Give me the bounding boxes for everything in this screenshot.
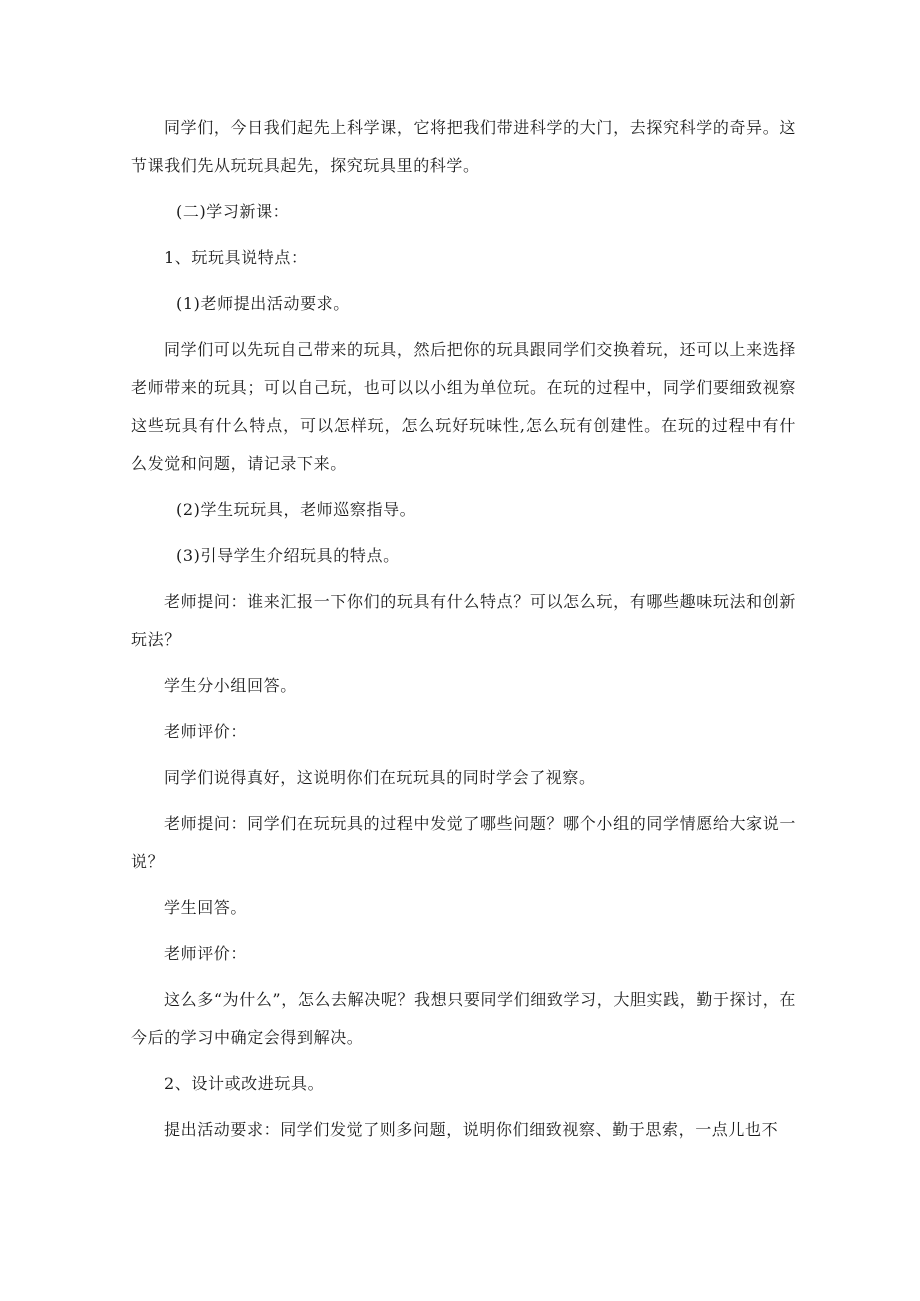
substep-requirements: (1)老师提出活动要求。 [176,294,350,313]
paragraph-activity: 同学们可以先玩自己带来的玩具，然后把你的玩具跟同学们交换着玩，还可以上来选择老师带来的玩具；可以自己玩，也可以以小组为单位玩。在玩的过程中，同学们要细致视察这些玩具有什么特点，可以怎样玩，怎么玩好玩味性,怎么玩有创建性。在玩的过程中有什么发觉和问题，请记录下来。 [131,340,796,473]
document-body [131,109,796,1157]
substep-students-play: (2)学生玩玩具，老师巡察指导。 [176,500,417,519]
teacher-evaluation-2: 老师评价： [164,944,248,963]
teacher-evaluation-1: 老师评价： [164,722,248,741]
substep-introduce-features: (3)引导学生介绍玩具的特点。 [176,546,400,565]
teacher-question-1: 老师提问：谁来汇报一下你们的玩具有什么特点？可以怎么玩，有哪些趣味玩法和创新玩法？ [131,592,796,649]
step-heading-design-toys: 2、设计或改进玩具。 [164,1074,325,1093]
paragraph-praise: 同学们说得真好，这说明你们在玩玩具的同时学会了视察。 [164,768,596,787]
paragraph-why: 这么多“为什么”，怎么去解决呢？我想只要同学们细致学习，大胆实践，勤于探讨，在今后的学习中确定会得到解决。 [131,990,796,1047]
student-answer-1: 学生分小组回答。 [164,676,297,695]
paragraph-intro: 同学们，今日我们起先上科学课，它将把我们带进科学的大门，去探究科学的奇异。这节课我们先从玩玩具起先，探究玩具里的科学。 [131,118,796,175]
student-answer-2: 学生回答。 [164,898,248,917]
section-heading-new-lesson: (二)学习新课： [176,202,290,221]
paragraph-design-requirements: 提出活动要求：同学们发觉了则多问题，说明你们细致视察、勤于思索，一点儿也不 [164,1120,779,1139]
teacher-question-2: 老师提问：同学们在玩玩具的过程中发觉了哪些问题？哪个小组的同学情愿给大家说一说？ [131,814,796,871]
step-heading-play-toys: 1、玩玩具说特点： [164,248,308,267]
